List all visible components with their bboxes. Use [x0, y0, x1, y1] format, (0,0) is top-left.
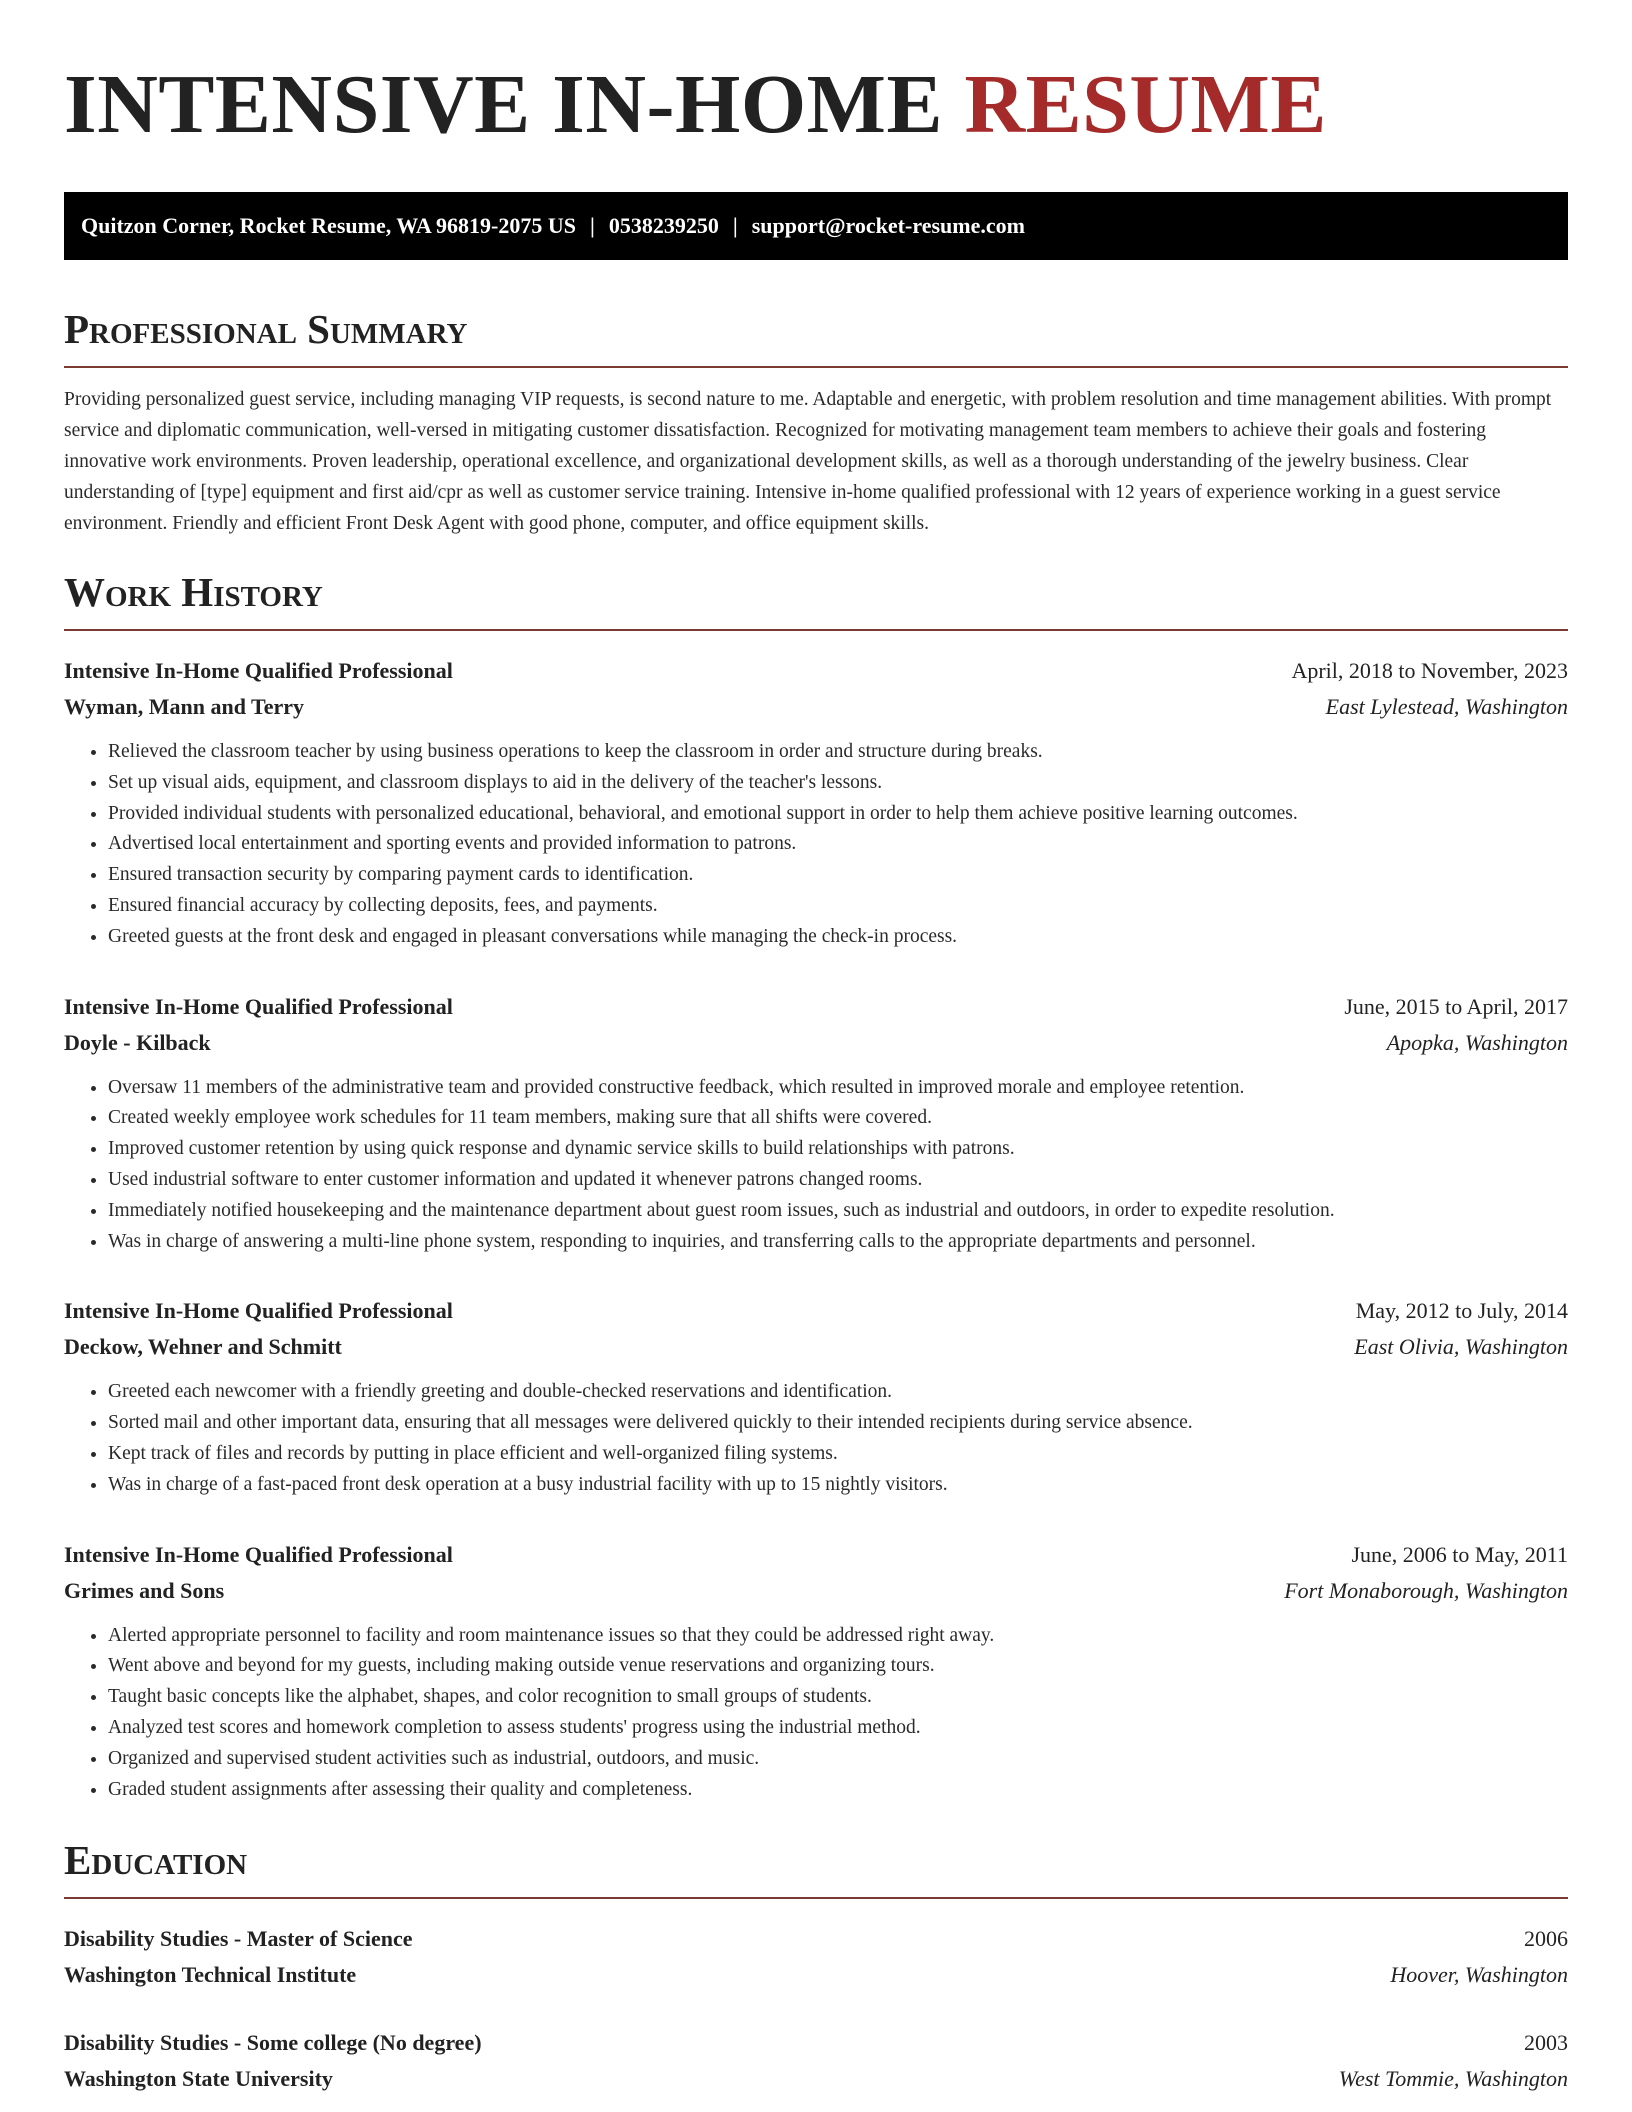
job-bullet: • Taught basic concepts like the alphabet, shapes, and color recognition to small groups of students.: [108, 1682, 1568, 1713]
job-bullet: • Used industrial software to enter customer information and updated it whenever patrons changed rooms.: [108, 1165, 1568, 1196]
job-company: Deckow, Wehner and Schmitt: [64, 1334, 342, 1360]
job-bullets: [64, 1621, 1568, 1806]
job-location: East Lylestead, Washington: [1325, 694, 1568, 719]
resume-title: [64, 60, 1568, 150]
job-location: Apopka, Washington: [1386, 1029, 1568, 1055]
job-bullets: [64, 1073, 1568, 1258]
section-heading-education: Education: [64, 1837, 1568, 1899]
job-bullet: • Ensured transaction security by comparing payment cards to identification.: [108, 860, 1568, 891]
job-bullet: • Oversaw 11 members of the administrative team and provided constructive feedback, which resulted in improved morale and employee retention.: [108, 1073, 1568, 1104]
job-header-row: [64, 1293, 1568, 1329]
job-bullet: • Organized and supervised student activities such as industrial, outdoors, and music.: [108, 1744, 1568, 1775]
job-bullet: • Created weekly employee work schedules for 11 team members, making sure that all shifts were covered.: [108, 1103, 1568, 1134]
education-degree: Disability Studies - Some college (No degree): [64, 2030, 482, 2056]
contact-phone: 0538239250: [608, 213, 719, 238]
title-main: INTENSIVE IN-HOME: [64, 58, 943, 151]
job-header-row: [64, 1537, 1568, 1573]
contact-separator: |: [590, 213, 595, 238]
education-year: 2003: [1524, 2030, 1568, 2056]
job-bullet: • Went above and beyond for my guests, including making outside venue reservations and organizing tours.: [108, 1651, 1568, 1682]
job-title: Intensive In-Home Qualified Professional: [64, 658, 453, 683]
education-entry: [64, 2025, 1568, 2097]
job-company-row: [64, 1573, 1568, 1609]
summary-text: Providing personalized guest service, including managing VIP requests, is second nature to me. Adaptable and energetic, with problem resolution and time management abilities. With prompt service and diplomatic communication, well-versed in mitigating customer dissatisfaction. Recognized for motivating management team members to achieve their goals and fostering innovative work environments. Proven leadership, operational excellence, and organizational development skills, as well as a thorough understanding of the jewelry business. Clear understanding of [type] equipment and first aid/cpr as well as customer service training. Intensive in-home qualified professional with 12 years of experience working in a guest service environment. Friendly and efficient Front Desk Agent with good phone, computer, and office equipment skills.: [64, 389, 1552, 534]
section-heading-work-history: Work History: [64, 569, 1568, 631]
job-company: Grimes and Sons: [64, 1577, 225, 1603]
job-location: Fort Monaborough, Washington: [1284, 1577, 1568, 1603]
job-bullet: • Greeted each newcomer with a friendly greeting and double-checked reservations and identification.: [108, 1377, 1568, 1408]
job-bullet: • Was in charge of a fast-paced front desk operation at a busy industrial facility with up to 15 nightly visitors.: [108, 1470, 1568, 1501]
job-bullet: • Set up visual aids, equipment, and classroom displays to aid in the delivery of the teacher's lessons.: [108, 768, 1568, 799]
education-school: Washington Technical Institute: [64, 1962, 357, 1988]
education-school-row: [64, 1957, 1568, 1993]
job-bullet: • Sorted mail and other important data, ensuring that all messages were delivered quickly to their intended recipients during service absence.: [108, 1408, 1568, 1439]
job-bullet: • Analyzed test scores and homework completion to assess students' progress using the industrial method.: [108, 1713, 1568, 1744]
job-bullets: [64, 1377, 1568, 1500]
work-history-section: [64, 569, 1568, 1805]
job-bullet: • Advertised local entertainment and sporting events and provided information to patrons.: [108, 829, 1568, 860]
job-bullet: • Greeted guests at the front desk and engaged in pleasant conversations while managing the check-in process.: [108, 922, 1568, 953]
contact-address: Quitzon Corner, Rocket Resume, WA 96819-2075 US: [81, 213, 576, 238]
section-heading-summary: Professional Summary: [64, 306, 1568, 368]
contact-separator: |: [732, 213, 738, 238]
job-company-row: [64, 1025, 1568, 1061]
education-header-row: [64, 1921, 1568, 1957]
contact-email[interactable]: support@rocket-resume.com: [751, 213, 1025, 238]
job-title: Intensive In-Home Qualified Professional: [64, 993, 453, 1019]
education-section: [64, 1837, 1568, 2097]
education-entry: [64, 1921, 1568, 1993]
job-header-row: [64, 653, 1568, 689]
education-location: Hoover, Washington: [1390, 1962, 1568, 1988]
summary-section: [64, 306, 1568, 539]
job-bullet: • Immediately notified housekeeping and the maintenance department about guest room issues, such as industrial and outdoors, in order to expedite resolution.: [108, 1196, 1568, 1227]
education-year: 2006: [1524, 1926, 1568, 1952]
job-entry: [64, 1293, 1568, 1500]
job-bullet: • Relieved the classroom teacher by using business operations to keep the classroom in order and structure during breaks.: [108, 737, 1568, 768]
education-location: West Tommie, Washington: [1338, 2066, 1568, 2092]
job-bullet: • Ensured financial accuracy by collecting deposits, fees, and payments.: [108, 891, 1568, 922]
job-company-row: [64, 1329, 1568, 1365]
job-bullet: • Graded student assignments after assessing their quality and completeness.: [108, 1775, 1568, 1806]
job-dates: April, 2018 to November, 2023: [1291, 658, 1568, 683]
job-bullet: • Alerted appropriate personnel to facility and room maintenance issues so that they could be addressed right away.: [108, 1621, 1568, 1652]
job-company: Doyle - Kilback: [64, 1029, 211, 1055]
job-header-row: [64, 989, 1568, 1025]
education-header-row: [64, 2025, 1568, 2061]
job-dates: June, 2006 to May, 2011: [1351, 1541, 1568, 1567]
education-school-row: [64, 2061, 1568, 2097]
job-company: Wyman, Mann and Terry: [64, 694, 305, 719]
job-location: East Olivia, Washington: [1354, 1334, 1568, 1360]
contact-bar: [64, 192, 1568, 260]
job-bullet: • Kept track of files and records by putting in place efficient and well-organized filing systems.: [108, 1439, 1568, 1470]
job-title: Intensive In-Home Qualified Professional: [64, 1541, 453, 1567]
job-dates: June, 2015 to April, 2017: [1344, 993, 1568, 1019]
job-bullets: [64, 737, 1568, 953]
job-bullet: • Was in charge of answering a multi-line phone system, responding to inquiries, and transferring calls to the appropriate departments and personnel.: [108, 1227, 1568, 1258]
job-entry: [64, 989, 1568, 1258]
job-bullet: • Improved customer retention by using quick response and dynamic service skills to build relationships with patrons.: [108, 1134, 1568, 1165]
education-school: Washington State University: [64, 2066, 333, 2092]
job-dates: May, 2012 to July, 2014: [1355, 1298, 1568, 1324]
job-entry: [64, 1537, 1568, 1806]
job-company-row: [64, 689, 1568, 725]
education-degree: Disability Studies - Master of Science: [64, 1926, 413, 1952]
title-accent: RESUME: [964, 58, 1327, 151]
job-title: Intensive In-Home Qualified Professional: [64, 1298, 453, 1324]
job-entry: [64, 653, 1568, 953]
job-bullet: • Provided individual students with personalized educational, behavioral, and emotional support in order to help them achieve positive learning outcomes.: [108, 799, 1568, 830]
